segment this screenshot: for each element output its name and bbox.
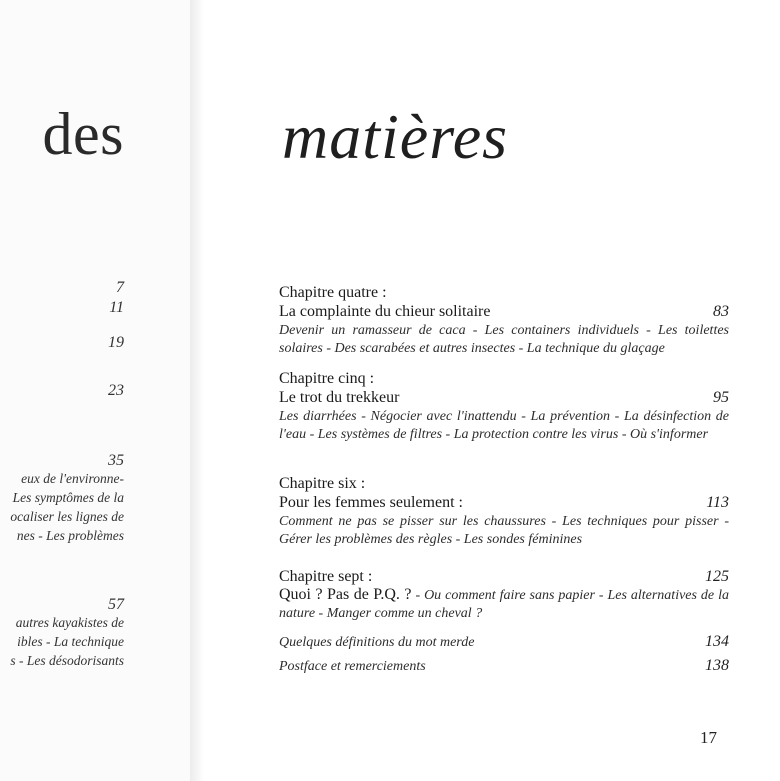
extra-entry <box>279 657 729 676</box>
chapter-label: Chapitre six : <box>279 475 366 492</box>
chapter-description: Comment ne pas se pisser sur les chaussures - Les techniques pour pisser - Gérer les problèmes des règles - Les sondes féminines <box>279 514 729 547</box>
left-fragment-line: s - Les désodorisants <box>10 653 124 668</box>
left-heading: des <box>42 101 124 167</box>
left-page-number: 7 <box>116 279 124 296</box>
chapter-entry <box>279 369 729 444</box>
chapter-entry <box>279 567 729 623</box>
chapter-title-row <box>279 388 729 408</box>
left-fragment-line: nes - Les problèmes <box>16 528 124 543</box>
left-page-number: 19 <box>108 334 124 351</box>
left-page-number: 11 <box>109 299 124 316</box>
left-page-number: 57 <box>108 596 124 613</box>
left-fragment-line: autres kayakistes de <box>15 615 124 630</box>
left-page-number: 35 <box>108 452 124 469</box>
chapter-description-text: Ou comment faire sans papier - Les alternatives de la nature - Manger comme un cheval ? <box>279 588 729 621</box>
chapter-title: Le trot du trekkeur <box>279 389 400 406</box>
chapter-title-row <box>279 302 729 322</box>
chapter-page-number: 125 <box>705 568 729 585</box>
left-fragment-line: ibles - La technique <box>17 634 124 649</box>
chapter-page-number: 95 <box>713 389 729 406</box>
chapter-title: Pour les femmes seulement : <box>279 494 463 511</box>
chapter-page-number: 113 <box>706 494 729 511</box>
chapter-title: La complainte du chieur solitaire <box>279 303 491 320</box>
chapter-title: Quoi ? Pas de P.Q. ? <box>279 586 412 603</box>
left-fragment-line: ocaliser les lignes de <box>10 509 124 524</box>
book-gutter <box>190 0 204 781</box>
chapter-label-row <box>279 567 729 586</box>
extra-entry <box>279 633 729 652</box>
extra-title: Postface et remerciements <box>279 659 426 674</box>
chapter-entry <box>279 474 729 549</box>
chapter-description: Devenir un ramasseur de caca - Les containers individuels - Les toilettes solaires - Des scarabées et autres insectes - La technique du glaçage <box>279 323 729 356</box>
chapter-description: Les diarrhées - Négocier avec l'inattendu - La prévention - La désinfection de l'eau - Les systèmes de filtres - La protection contre les virus - Où s'informer <box>279 409 729 442</box>
extra-row <box>279 657 729 676</box>
chapter-label: Chapitre quatre : <box>279 284 387 301</box>
extra-page-number: 134 <box>705 633 729 650</box>
extra-title: Quelques définitions du mot merde <box>279 635 475 650</box>
left-fragment-line: Les symptômes de la <box>12 490 124 505</box>
chapter-title-row <box>279 493 729 513</box>
chapter-description: Quoi ? Pas de P.Q. ? - Ou comment faire sans papier - Les alternatives de la nature - Manger comme un cheval ? <box>279 586 729 621</box>
chapter-page-number: 83 <box>713 303 729 320</box>
chapter-entry <box>279 283 729 358</box>
right-heading: matières <box>282 101 509 172</box>
chapter-label: Chapitre sept : <box>279 568 373 585</box>
left-fragment-line: eux de l'environne- <box>21 471 124 486</box>
page-folio: 17 <box>700 728 717 747</box>
extra-row <box>279 633 729 652</box>
right-page <box>204 0 780 781</box>
left-page <box>0 0 194 781</box>
chapter-label: Chapitre cinq : <box>279 370 375 387</box>
left-page-number: 23 <box>108 382 124 399</box>
extra-page-number: 138 <box>705 657 729 674</box>
